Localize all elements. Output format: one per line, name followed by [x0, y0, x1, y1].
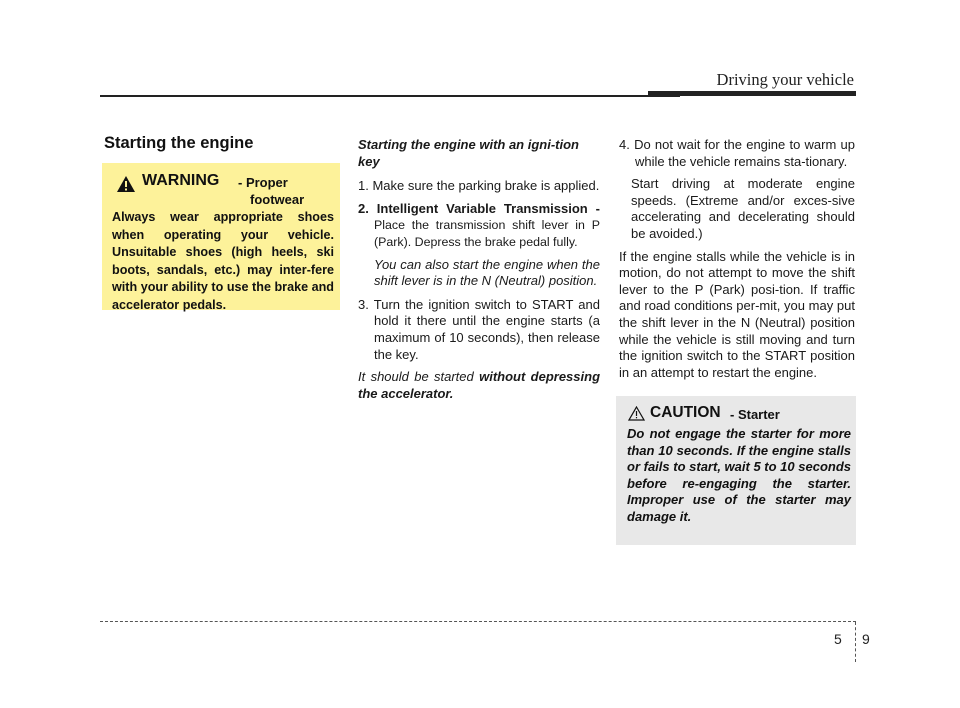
warning-text: Always wear appropriate shoes when operating your vehicle. Unsuitable shoes (high heels, ski boots, sandals, etc.) may inter-fere with your ability to use the brake and accelerator pedals.	[112, 210, 334, 312]
warning-box	[102, 163, 340, 310]
warning-subtitle	[238, 174, 338, 208]
page-chapter: 5	[834, 631, 842, 647]
warning-label: WARNING	[142, 172, 220, 189]
warning-subtitle-line2: footwear	[250, 192, 305, 207]
page-number: 9	[862, 631, 870, 647]
step-2-label: 2. Intelligent Variable Transmission -	[358, 200, 600, 216]
warning-triangle-icon	[116, 175, 136, 193]
footer-separator	[855, 622, 856, 662]
caution-box	[616, 396, 856, 545]
header-rule	[100, 95, 680, 97]
footer-rule	[100, 621, 856, 622]
start-note	[358, 369, 600, 402]
start-note-bold: without depressing the accelerator.	[358, 369, 601, 401]
step-2-note: Place the transmission shift lever in P (Park). Depress the brake pedal fully.	[374, 218, 600, 249]
stall-paragraph: If the engine stalls while the vehicle is in motion, do not attempt to move the shift lever to the P (Park) posi-tion. If traffic and road conditions per-mit, you may put the shift lever in the N (Neutral) position while the vehicle is still moving and turn the ignition switch to the START position in an attempt to restart the engine.	[619, 248, 855, 380]
header-title: Driving your vehicle	[716, 70, 854, 89]
caution-text: Do not engage the starter for more than 10 seconds. If the engine stalls or fails to start, wait 5 to 10 seconds before re-engaging the starter. Improper use of the starter may damage it.	[627, 426, 851, 524]
section-title: Starting the engine	[104, 134, 254, 152]
caution-label: CAUTION	[650, 404, 721, 421]
caution-subtitle: - Starter	[730, 407, 780, 422]
step-4-detail: Start driving at moderate engine speeds. (Extreme and/or exces-sive accelerating and decelerating should be avoided.)	[631, 176, 855, 241]
step-2	[358, 201, 600, 251]
engine-stall-column	[619, 137, 855, 387]
start-note-plain: It should be started	[358, 369, 480, 385]
key-start-column	[358, 137, 600, 402]
caution-triangle-icon	[628, 406, 645, 421]
header-rule-accent	[648, 91, 856, 96]
key-start-subheading: Starting the engine with an igni-tion key	[358, 137, 579, 169]
step-1: 1. Make sure the parking brake is applied.	[358, 178, 600, 194]
step-4: 4. Do not wait for the engine to warm up while the vehicle remains sta-tionary.	[619, 137, 855, 169]
step-3: 3. Turn the ignition switch to START and hold it there until the engine starts (a maximum of 10 seconds), then release the key.	[358, 296, 600, 362]
warning-subtitle-line1: - Proper	[238, 175, 288, 190]
step-2-neutral-note: You can also start the engine when the shift lever is in the N (Neutral) position.	[374, 256, 600, 289]
